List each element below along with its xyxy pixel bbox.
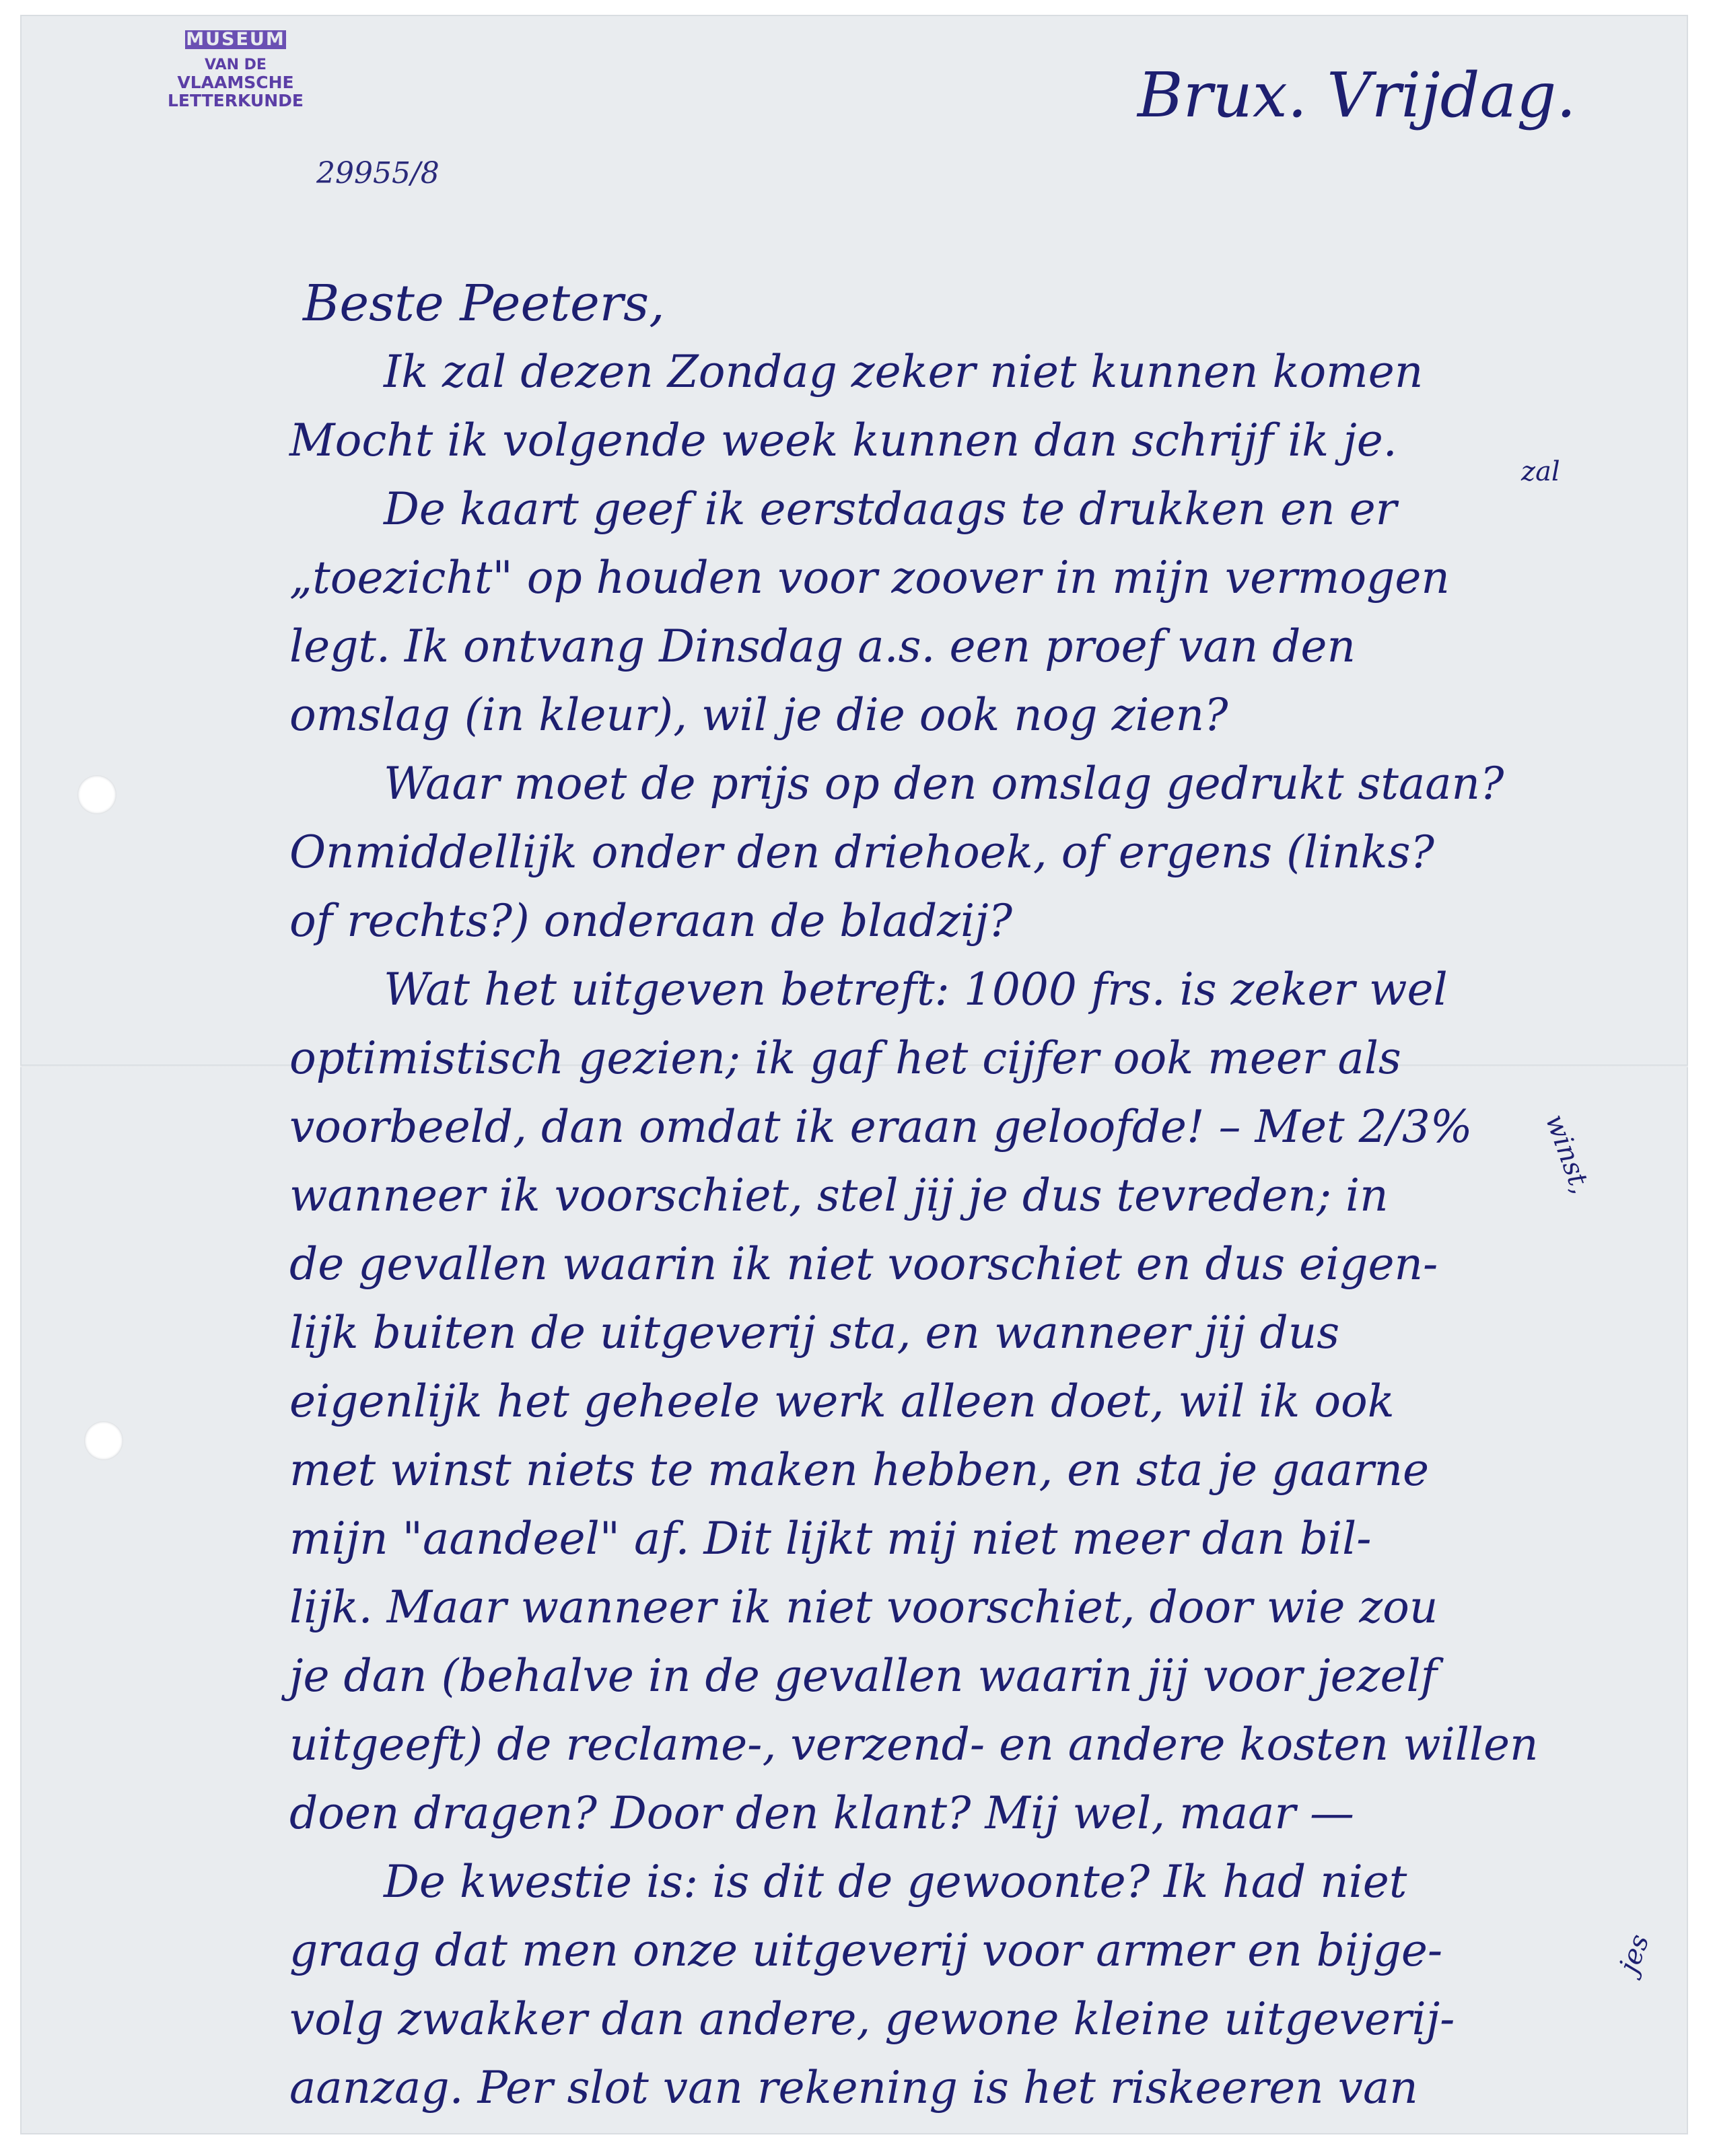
stamp-line-3: VLAAMSCHE: [177, 73, 294, 93]
stamp-line-4: LETTERKUNDE: [167, 90, 304, 110]
letter-line: lijk. Maar wanneer ik niet voorschiet, door wie zou: [289, 1581, 1438, 1633]
inserted-word-winst: winst,: [1539, 1110, 1597, 1198]
letter-line: de gevallen waarin ik niet voorschiet en dus eigen-: [289, 1238, 1438, 1290]
letter-line: Ik zal dezen Zondag zeker niet kunnen komen: [384, 346, 1424, 398]
letter-line: optimistisch gezien; ik gaf het cijfer ook meer als: [289, 1032, 1401, 1084]
inserted-word-jes: jes: [1613, 1930, 1656, 1977]
letter-line: De kwestie is: is dit de gewoonte? Ik had niet: [384, 1856, 1407, 1908]
letter-line: uitgeeft) de reclame-, verzend- en andere kosten willen: [289, 1719, 1539, 1770]
salutation: Beste Peeters,: [303, 275, 665, 332]
inserted-word-zal: zal: [1521, 456, 1560, 487]
letter-line: wanneer ik voorschiet, stel jij je dus tevreden; in: [289, 1170, 1389, 1221]
archive-reference-number: 29955/8: [316, 156, 440, 190]
letter-line: Waar moet de prijs op den omslag gedrukt staan?: [384, 758, 1504, 810]
letter-line: eigenlijk het geheele werk alleen doet, wil ik ook: [289, 1375, 1395, 1427]
letter-line: Mocht ik volgende week kunnen dan schrijf ik je.: [289, 415, 1397, 466]
letter-line: Onmiddellijk onder den driehoek, of ergens (links?: [289, 826, 1434, 878]
letter-line: legt. Ik ontvang Dinsdag a.s. een proef van den: [289, 620, 1356, 672]
letter-line: of rechts?) onderaan de bladzij?: [289, 895, 1012, 947]
place-and-date: Brux. Vrijdag.: [1138, 59, 1576, 131]
punch-hole-bottom: [84, 1421, 123, 1460]
letter-line: je dan (behalve in de gevallen waarin jij voor jezelf: [289, 1650, 1438, 1702]
stamp-line-1: MUSEUM: [186, 29, 285, 50]
punch-hole-top: [77, 775, 116, 814]
letter-line: doen dragen? Door den klant? Mij wel, maar —: [289, 1787, 1354, 1839]
letter-line: „toezicht" op houden voor zoover in mijn vermogen: [289, 552, 1450, 604]
letter-line: graag dat men onze uitgeverij voor armer en bijge-: [289, 1925, 1443, 1976]
letter-line: Wat het uitgeven betreft: 1000 frs. is zeker wel: [384, 964, 1448, 1015]
stamp-line-2: VAN DE: [205, 57, 267, 74]
museum-stamp: [155, 30, 316, 110]
letter-line: volg zwakker dan andere, gewone kleine uitgeverij-: [289, 1993, 1455, 2045]
letter-line: aanzag. Per slot van rekening is het riskeeren van: [289, 2062, 1418, 2114]
letter-body: [289, 269, 1669, 2122]
letter-line: De kaart geef ik eerstdaags te drukken en er: [384, 483, 1397, 535]
letter-line: omslag (in kleur), wil je die ook nog zien?: [289, 689, 1228, 741]
letter-line: lijk buiten de uitgeverij sta, en wanneer jij dus: [289, 1307, 1340, 1359]
letter-line: met winst niets te maken hebben, en sta je gaarne: [289, 1444, 1430, 1496]
letter-line: voorbeeld, dan omdat ik eraan geloofde! – Met 2/3%: [289, 1101, 1473, 1153]
letter-line: mijn "aandeel" af. Dit lijkt mij niet meer dan bil-: [289, 1513, 1372, 1565]
